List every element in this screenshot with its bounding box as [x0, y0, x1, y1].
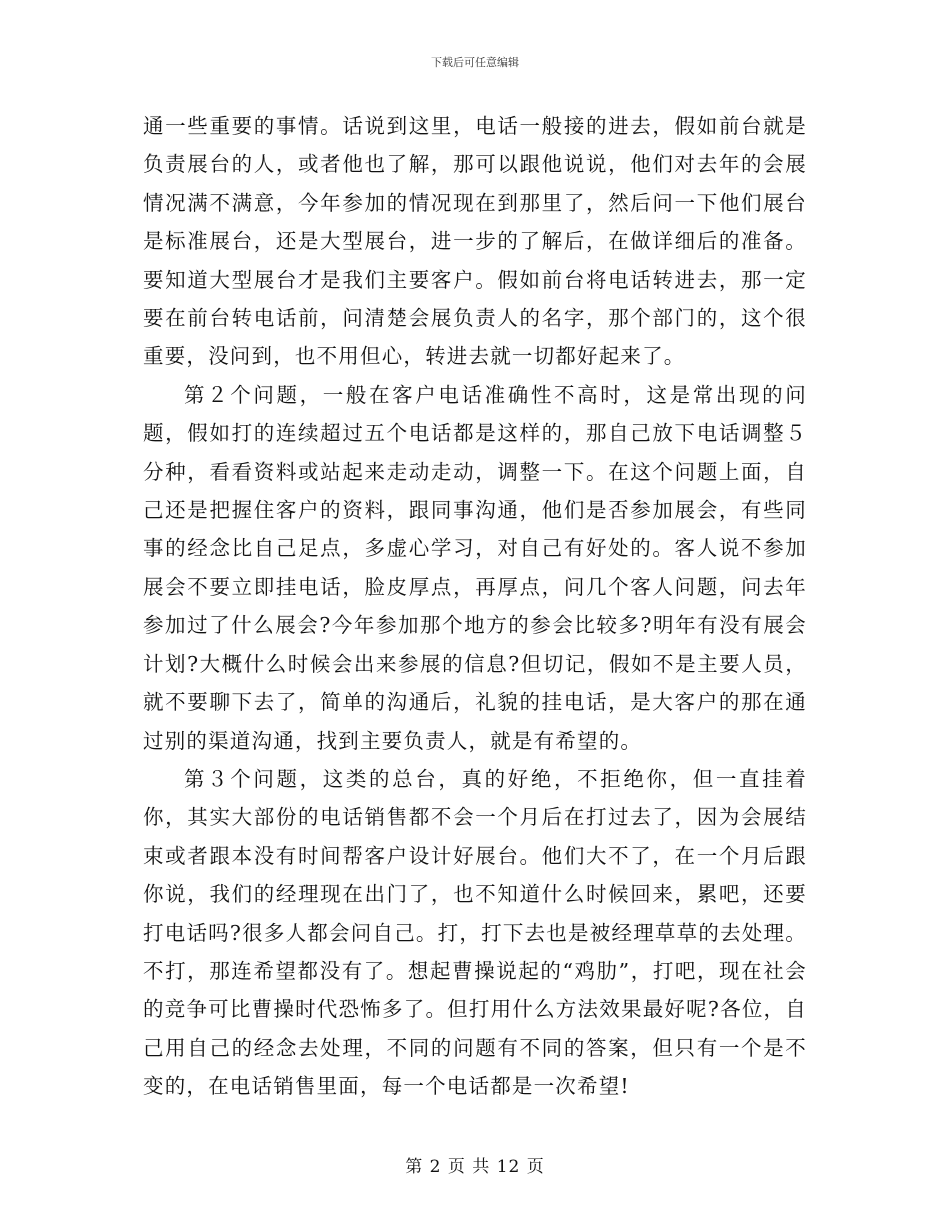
page-number-footer: 第 2 页 共 12 页 — [405, 1157, 545, 1177]
body-text — [143, 107, 807, 1106]
paragraph-problem-3: 第３个问题，这类的总台，真的好绝，不拒绝你，但一直挂着你，其实大部份的电话销售都不会一个月后在打过去了，因为会展结束或者跟本没有时间帮客户设计好展台。他们大不了，在一个月后跟你说，我们的经理现在出门了，也不知道什么时候回来，累吧，还要打电话吗?很多人都会问自己。打，打下去也是被经理草草的去处理。不打，那连希望都没有了。想起曹操说起的“鸡肋”，打吧，现在社会的竞争可比曹操时代恐怖多了。但打用什么方法效果最好呢?各位，自己用自己的经念去处理，不同的问题有不同的答案，但只有一个是不变的，在电话销售里面，每一个电话都是一次希望! — [143, 766, 807, 1099]
paragraph-continuation: 通一些重要的事情。话说到这里，电话一般接的进去，假如前台就是负责展台的人，或者他也了解，那可以跟他说说，他们对去年的会展情况满不满意，今年参加的情况现在到那里了，然后问一下他们展台是标准展台，还是大型展台，进一步的了解后，在做详细后的准备。要知道大型展台才是我们主要客户。假如前台将电话转进去，那一定要在前台转电话前，问清楚会展负责人的名字，那个部门的，这个很重要，没问到，也不用但心，转进去就一切都好起来了。 — [143, 114, 807, 369]
header-note: 下载后可任意编辑 — [431, 56, 519, 69]
paragraph-problem-2: 第２个问题，一般在客户电话准确性不高时，这是常出现的问题，假如打的连续超过五个电话都是这样的，那自己放下电话调整５分种，看看资料或站起来走动走动，调整一下。在这个问题上面，自己还是把握住客户的资料，跟同事沟通，他们是否参加展会，有些同事的经念比自己足点，多虚心学习，对自己有好处的。客人说不参加展会不要立即挂电话，脸皮厚点，再厚点，问几个客人问题，问去年参加过了什么展会?今年参加那个地方的参会比较多?明年有没有展会计划?大概什么时候会出来参展的信息?但切记，假如不是主要人员，就不要聊下去了，简单的沟通后，礼貌的挂电话，是大客户的那在通过别的渠道沟通，找到主要负责人，就是有希望的。 — [143, 382, 807, 753]
